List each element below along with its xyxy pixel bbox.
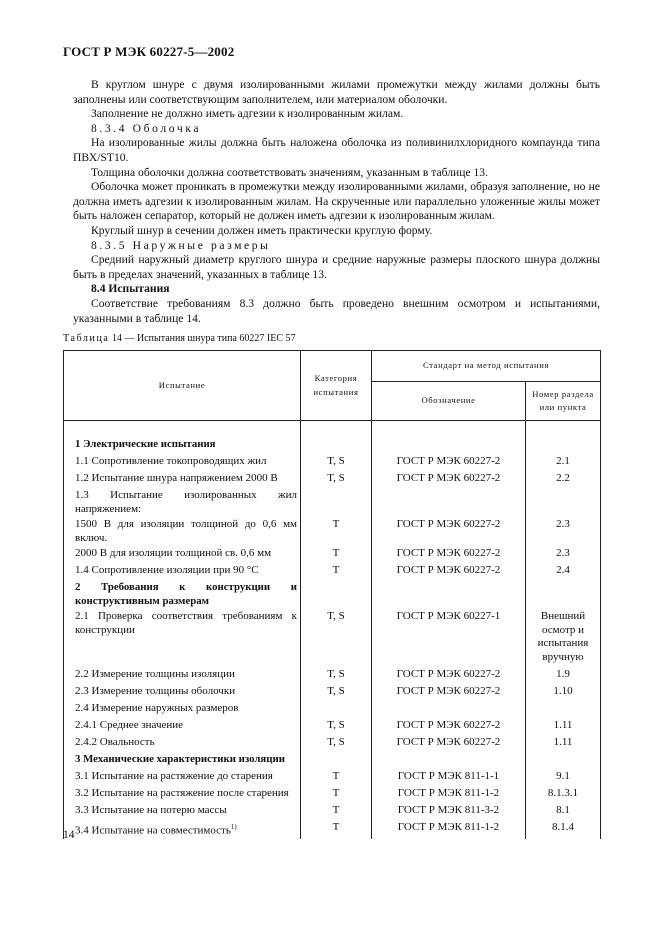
cell-designation (372, 752, 526, 769)
cell-category (301, 563, 372, 580)
cell-designation (372, 803, 526, 820)
cell-section-text: 8.1 (556, 804, 570, 816)
paragraph: Заполнение не должно иметь адгезии к изолированным жилам. (91, 107, 404, 121)
cell-section (526, 517, 601, 546)
cell-test-name (64, 563, 301, 580)
document-header: ГОСТ Р МЭК 60227-5—2002 (63, 44, 235, 59)
cell-category (301, 752, 372, 769)
cell-category-text: T (332, 518, 340, 530)
cell-designation (372, 517, 526, 546)
cell-test-name (64, 546, 301, 563)
cell-designation (372, 488, 526, 517)
cell-category (301, 471, 372, 488)
cell-section (526, 684, 601, 701)
cell-test-name (64, 820, 301, 839)
cell-section (526, 488, 601, 517)
cell-designation (372, 701, 526, 718)
table-row (64, 667, 601, 684)
cell-designation (372, 471, 526, 488)
cell-designation-text: ГОСТ Р МЭК 60227-2 (396, 668, 501, 680)
cell-section (526, 718, 601, 735)
cell-test-name-text: 3.1 Испытание на растяжение до старения (75, 770, 273, 782)
cell-test-name (64, 437, 301, 454)
table-row (64, 471, 601, 488)
table-row (64, 752, 601, 769)
cell-section (526, 769, 601, 786)
table-caption-prefix: Таблица (63, 333, 110, 344)
table-row (64, 820, 601, 839)
cell-section (526, 701, 601, 718)
cell-category (301, 667, 372, 684)
cell-designation-text: ГОСТ Р МЭК 60227-2 (396, 455, 501, 467)
table-caption (63, 333, 296, 344)
cell-designation (372, 718, 526, 735)
cell-section-text: 2.2 (556, 472, 570, 484)
cell-designation-text: ГОСТ Р МЭК 811-1-1 (397, 770, 500, 782)
cell-section-text: 8.1.4 (552, 821, 574, 833)
paragraph: Толщина оболочки должна соответствовать значениям, указанным в таблице 13. (91, 165, 488, 179)
cell-designation-text: ГОСТ Р МЭК 60227-2 (396, 472, 501, 484)
cell-test-name (64, 684, 301, 701)
cell-designation (372, 454, 526, 471)
cell-category-text: T, S (327, 472, 345, 484)
cell-section-text: 1.11 (553, 719, 573, 731)
cell-category-text: T (332, 821, 340, 833)
cell-section-text: 2.1 (556, 455, 570, 467)
cell-test-name-text: 2.2 Измерение толщины изоляции (75, 668, 235, 680)
table-row (64, 517, 601, 546)
table-body (64, 421, 601, 840)
cell-category-text: T (332, 787, 340, 799)
cell-category (301, 609, 372, 667)
cell-test-name-text: 1.3 Испытание изолированных жил напряжением: (75, 489, 297, 515)
paragraph: Оболочка может проникать в промежутки между изолированными жилами, образуя заполнение, но не должна иметь адгезии к изолированным жилам. На скрученные или параллельно уложенные жилы может быть наложен сепаратор, который не должен иметь адгезии к изолированным жилам. (73, 180, 600, 223)
cell-section-text: 8.1.3.1 (547, 787, 579, 799)
paragraph: В круглом шнуре с двумя изолированными жилами промежутки между жилами должны быть заполнены или соответствующим заполнителем, или материалом оболочки. (73, 78, 600, 106)
cell-section (526, 471, 601, 488)
cell-category (301, 580, 372, 609)
table-row (64, 609, 601, 667)
cell-category (301, 546, 372, 563)
cell-section-text: 2.3 (556, 518, 570, 530)
cell-test-name (64, 803, 301, 820)
cell-section (526, 667, 601, 684)
cell-designation (372, 546, 526, 563)
section-heading: 8.4 Испытания (91, 282, 170, 296)
cell-designation (372, 769, 526, 786)
table-row (64, 546, 601, 563)
cell-section (526, 609, 601, 667)
cell-category-text: T, S (327, 668, 345, 680)
cell-test-name-text: 1 Электрические испытания (75, 438, 216, 450)
header-test: Испытание (64, 351, 301, 421)
cell-designation (372, 437, 526, 454)
cell-category (301, 803, 372, 820)
table-row (64, 786, 601, 803)
cell-designation (372, 667, 526, 684)
cell-section-text: 1.11 (553, 736, 573, 748)
cell-designation-text: ГОСТ Р МЭК 60227-2 (396, 719, 501, 731)
cell-designation (372, 609, 526, 667)
cell-designation (372, 786, 526, 803)
cell-section (526, 580, 601, 609)
cell-designation-text: ГОСТ Р МЭК 60227-2 (396, 547, 501, 559)
cell-category-text: T, S (327, 736, 345, 748)
cell-section-text: 1.10 (553, 685, 573, 697)
cell-category (301, 769, 372, 786)
cell-test-name-text: 3.3 Испытание на потерю массы (75, 804, 227, 816)
cell-test-name-text: 1.4 Сопротивление изоляции при 90 °С (75, 564, 259, 576)
cell-test-name-text: 3 Механические характеристики изоляции (75, 753, 285, 765)
cell-designation-text: ГОСТ Р МЭК 811-1-2 (397, 787, 500, 799)
cell-test-name (64, 517, 301, 546)
cell-designation-text: ГОСТ Р МЭК 60227-1 (396, 610, 501, 622)
cell-test-name (64, 667, 301, 684)
cell-designation (372, 684, 526, 701)
cell-category (301, 517, 372, 546)
cell-designation-text: ГОСТ Р МЭК 60227-2 (396, 685, 501, 697)
cell-category (301, 820, 372, 839)
table-row (64, 735, 601, 752)
cell-test-name-text: 1.1 Сопротивление токопроводящих жил (75, 455, 267, 467)
cell-test-name (64, 454, 301, 471)
cell-category (301, 786, 372, 803)
cell-category (301, 701, 372, 718)
paragraph: Соответствие требованиям 8.3 должно быть проведено внешним осмотром и испытаниями, указанными в таблице 14. (73, 296, 600, 325)
paragraph: Круглый шнур в сечении должен иметь практически круглую форму. (91, 223, 433, 237)
table-row (64, 803, 601, 820)
cell-test-name (64, 701, 301, 718)
tests-table (63, 350, 601, 839)
cell-category (301, 684, 372, 701)
cell-designation-text: ГОСТ Р МЭК 60227-2 (396, 518, 501, 530)
table-row (64, 563, 601, 580)
cell-section (526, 454, 601, 471)
cell-section-text: 2.4 (556, 564, 570, 576)
cell-test-name-text: 2 Требования к конструкции и конструктивным размерам (75, 581, 297, 607)
cell-section (526, 437, 601, 454)
cell-test-name (64, 609, 301, 667)
cell-test-name-text: 2.4.2 Овальность (75, 736, 155, 748)
cell-category (301, 735, 372, 752)
header-standard: Стандарт на метод испытания (372, 351, 601, 382)
cell-category-text: T, S (327, 685, 345, 697)
cell-test-name (64, 735, 301, 752)
cell-test-name-text: 2000 В для изоляции толщиной св. 0,6 мм (75, 547, 272, 559)
cell-category (301, 454, 372, 471)
cell-section (526, 735, 601, 752)
cell-test-name (64, 752, 301, 769)
subsection-heading: 8.3.4 Оболочка (91, 121, 202, 135)
cell-category-text: T, S (327, 455, 345, 467)
cell-test-name-text: 1.2 Испытание шнура напряжением 2000 В (75, 472, 278, 484)
cell-section (526, 752, 601, 769)
cell-designation (372, 820, 526, 839)
paragraph: Средний наружный диаметр круглого шнура и средние наружные размеры плоского шнура должны быть в пределах значений, указанных в таблице 13. (73, 253, 600, 281)
table-row (64, 437, 601, 454)
cell-designation-text: ГОСТ Р МЭК 60227-2 (396, 736, 501, 748)
cell-designation-text: ГОСТ Р МЭК 811-3-2 (397, 804, 500, 816)
cell-test-name (64, 769, 301, 786)
cell-section (526, 546, 601, 563)
table-row (64, 580, 601, 609)
cell-section (526, 563, 601, 580)
paragraph: На изолированные жилы должна быть наложена оболочка из поливинилхлоридного компаунда типа ПВХ/ST10. (73, 136, 600, 164)
cell-category-text: T (332, 547, 340, 559)
cell-category-text: T (332, 564, 340, 576)
table-row (64, 718, 601, 735)
cell-section-text: 1.9 (556, 668, 570, 680)
cell-test-name-text: 2.4.1 Среднее значение (75, 719, 184, 731)
body-text (73, 78, 600, 326)
cell-category-text: T, S (327, 719, 345, 731)
cell-test-name (64, 488, 301, 517)
cell-section-text: 9.1 (556, 770, 570, 782)
cell-category (301, 718, 372, 735)
cell-test-name (64, 580, 301, 609)
cell-test-name (64, 718, 301, 735)
cell-test-name-text: 3.2 Испытание на растяжение после старения (75, 787, 289, 799)
header-designation: Обозначение (372, 382, 526, 421)
cell-test-name (64, 471, 301, 488)
cell-category (301, 437, 372, 454)
cell-test-name-text: 2.3 Измерение толщины оболочки (75, 685, 236, 697)
cell-section (526, 820, 601, 839)
table-row (64, 769, 601, 786)
cell-category-text: T (332, 770, 340, 782)
cell-designation (372, 563, 526, 580)
cell-section (526, 803, 601, 820)
cell-category-text: T (332, 804, 340, 816)
table-row (64, 454, 601, 471)
cell-designation (372, 580, 526, 609)
table-caption-text: 14 — Испытания шнура типа 60227 IEC 57 (109, 333, 296, 344)
cell-designation-text: ГОСТ Р МЭК 811-1-2 (397, 821, 500, 833)
cell-test-name-text: 2.1 Проверка соответствия требованиям к конструкции (75, 610, 297, 636)
cell-category-text: T, S (327, 610, 345, 622)
cell-section-text: Внешний осмотр и испытания вручную (537, 610, 589, 663)
cell-category (301, 488, 372, 517)
cell-test-name (64, 786, 301, 803)
cell-section (526, 786, 601, 803)
table-row (64, 701, 601, 718)
table-row (64, 684, 601, 701)
footnote-marker: 1) (230, 823, 237, 831)
cell-test-name-text: 2.4 Измерение наружных размеров (75, 702, 239, 714)
cell-section-text: 2.3 (556, 547, 570, 559)
header-category: Категория испытания (301, 351, 372, 421)
cell-test-name-text: 1500 В для изоляции толщиной до 0,6 мм включ. (75, 518, 297, 544)
cell-designation-text: ГОСТ Р МЭК 60227-2 (396, 564, 501, 576)
cell-designation (372, 735, 526, 752)
table-row (64, 488, 601, 517)
page-number: 14 (63, 829, 75, 841)
header-section: Номер раздела или пункта (526, 382, 601, 421)
cell-test-name-text: 3.4 Испытание на совместимость (75, 824, 231, 837)
subsection-heading: 8.3.5 Наружные размеры (91, 238, 271, 252)
